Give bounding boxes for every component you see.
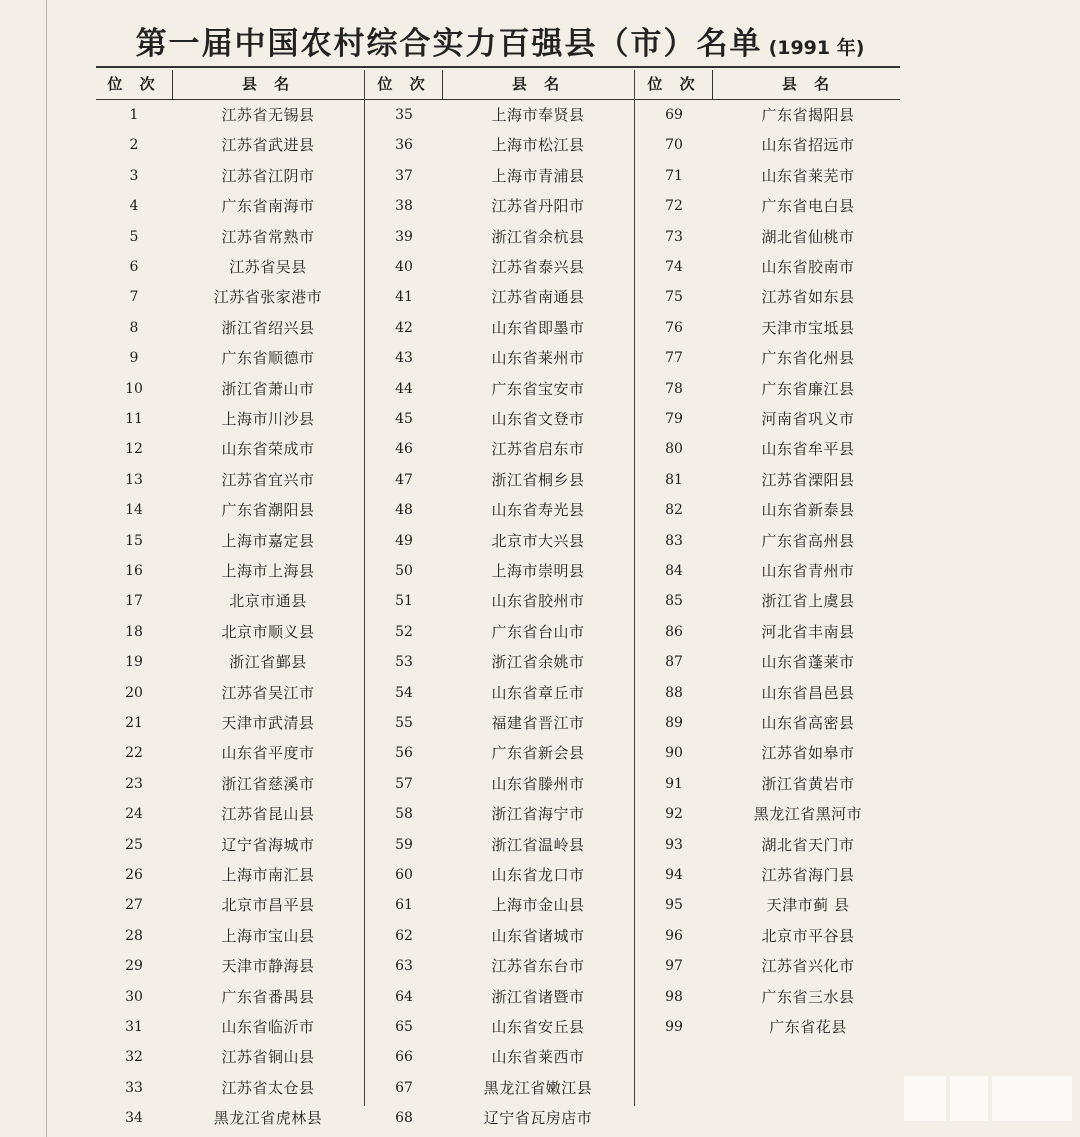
county-name-cell: 上海市金山县: [491, 896, 585, 915]
rank-cell: 74: [665, 259, 683, 275]
county-name-cell: 山东省诸城市: [491, 926, 585, 945]
rank-cell: 33: [125, 1079, 143, 1096]
county-name-cell: 浙江省诸暨市: [491, 987, 585, 1006]
county-name-cell: 河南省巩义市: [761, 410, 855, 428]
county-name-cell: 山东省滕州市: [491, 774, 585, 793]
county-name-cell: 江苏省太仓县: [221, 1078, 315, 1097]
county-name-cell: 山东省昌邑县: [761, 683, 855, 702]
county-name-cell: 山东省章丘市: [491, 683, 585, 702]
county-name-cell: 广东省台山市: [491, 622, 585, 641]
rank-cell: 84: [665, 563, 683, 579]
county-name-cell: 江苏省海门县: [761, 866, 855, 884]
county-name-cell: 上海市川沙县: [221, 410, 315, 428]
county-name-cell: 广东省廉江县: [761, 379, 855, 398]
county-name-cell: 上海市嘉定县: [221, 531, 315, 550]
rank-cell: 9: [129, 350, 139, 367]
rank-cell: 58: [395, 806, 413, 823]
rank-cell: 63: [395, 958, 413, 975]
rank-cell: 60: [395, 867, 413, 883]
rank-cell: 14: [125, 502, 143, 519]
scan-artifact-block: [950, 1076, 988, 1121]
county-name-cell: 江苏省无锡县: [221, 106, 315, 124]
rank-cell: 56: [395, 745, 413, 762]
rank-cell: 43: [395, 350, 413, 367]
rank-cell: 82: [665, 502, 683, 519]
rank-cell: 51: [395, 593, 413, 610]
county-name-cell: 北京市顺义县: [221, 622, 315, 641]
rank-cell: 68: [395, 1110, 413, 1127]
scan-artifact-block: [904, 1076, 946, 1121]
county-name-cell: 北京市大兴县: [491, 531, 585, 550]
rank-cell: 28: [125, 927, 143, 944]
rank-cell: 95: [665, 897, 683, 914]
rank-cell: 79: [665, 411, 683, 427]
rank-cell: 90: [665, 745, 683, 762]
county-name-cell: 江苏省吴江市: [221, 683, 315, 702]
rank-cell: 3: [129, 167, 139, 184]
county-name-cell: 天津市静海县: [221, 957, 315, 976]
header-rank: 位 次: [107, 75, 161, 93]
county-name-cell: 山东省莱西市: [491, 1048, 585, 1067]
county-name-cell: 江苏省启东市: [491, 440, 585, 459]
rank-cell: 15: [125, 532, 143, 549]
rank-cell: 76: [665, 319, 683, 336]
rank-cell: 30: [125, 988, 143, 1005]
rank-cell: 70: [665, 137, 683, 154]
rank-cell: 38: [395, 198, 413, 215]
rank-cell: 25: [125, 836, 143, 853]
county-name-cell: 浙江省上虞县: [761, 592, 855, 611]
county-name-cell: 浙江省鄞县: [229, 653, 307, 672]
county-name-cell: 河北省丰南县: [761, 622, 855, 641]
county-name-cell: 广东省顺德市: [221, 349, 315, 368]
rank-cell: 8: [129, 319, 139, 336]
county-name-cell: 江苏省吴县: [229, 258, 307, 276]
rank-cell: 48: [395, 502, 413, 519]
county-name-cell: 广东省花县: [769, 1018, 847, 1036]
rank-cell: 71: [665, 167, 683, 184]
rank-cell: 10: [125, 380, 143, 397]
table-top-rule: [96, 66, 900, 68]
rank-cell: 91: [665, 775, 683, 792]
rank-cell: 61: [395, 897, 413, 914]
rank-cell: 86: [665, 623, 683, 640]
county-name-cell: 浙江省黄岩市: [761, 774, 855, 793]
county-name-cell: 江苏省昆山县: [221, 805, 315, 824]
county-name-cell: 上海市宝山县: [221, 926, 315, 945]
rank-cell: 29: [125, 958, 143, 975]
rank-cell: 16: [125, 563, 143, 579]
county-name-cell: 广东省揭阳县: [761, 106, 855, 124]
rank-cell: 69: [665, 107, 683, 123]
county-name-cell: 天津市蓟 县: [766, 896, 850, 915]
county-name-cell: 湖北省天门市: [761, 835, 855, 854]
column-group-divider: [364, 70, 365, 1106]
county-name-cell: 江苏省如皋市: [761, 744, 855, 763]
rank-cell: 26: [125, 867, 143, 883]
county-name-cell: 广东省番禺县: [221, 987, 315, 1006]
county-name-cell: 山东省新泰县: [761, 501, 855, 520]
county-name-cell: 黑龙江省虎林县: [213, 1109, 323, 1128]
rank-cell: 85: [665, 593, 683, 610]
rank-cell: 65: [395, 1019, 413, 1035]
county-name-cell: 江苏省宜兴市: [221, 470, 315, 489]
county-name-cell: 福建省晋江市: [491, 714, 585, 732]
county-name-cell: 浙江省桐乡县: [491, 470, 585, 489]
rank-cell: 40: [395, 259, 413, 275]
county-name-cell: 上海市青浦县: [491, 166, 585, 185]
county-name-cell: 江苏省泰兴县: [491, 258, 585, 276]
rank-cell: 1: [129, 107, 139, 123]
county-name-cell: 山东省胶州市: [491, 592, 585, 611]
county-name-cell: 北京市昌平县: [221, 896, 315, 915]
county-name-cell: 山东省高密县: [761, 714, 855, 732]
rank-cell: 12: [125, 441, 143, 458]
county-name-cell: 山东省临沂市: [221, 1018, 315, 1036]
county-name-cell: 山东省莱州市: [491, 349, 585, 368]
county-name-cell: 上海市南汇县: [221, 866, 315, 884]
county-name-cell: 湖北省仙桃市: [761, 227, 855, 246]
rank-cell: 77: [665, 350, 683, 367]
rank-cell: 6: [129, 259, 139, 275]
county-name-cell: 山东省蓬莱市: [761, 653, 855, 672]
county-name-cell: 江苏省如东县: [761, 288, 855, 307]
rank-cell: 49: [395, 532, 413, 549]
county-name-cell: 山东省平度市: [221, 744, 315, 763]
county-name-cell: 浙江省余杭县: [491, 227, 585, 246]
title-year: (1991 年): [768, 37, 865, 59]
rank-cell: 23: [125, 775, 143, 792]
county-name-cell: 山东省招远市: [761, 136, 855, 155]
rank-cell: 18: [125, 623, 143, 640]
page-title: [0, 18, 1000, 63]
county-name-cell: 浙江省海宁市: [491, 805, 585, 824]
county-name-cell: 上海市奉贤县: [491, 106, 585, 124]
county-name-cell: 黑龙江省黑河市: [753, 805, 863, 824]
rank-cell: 46: [395, 441, 413, 458]
county-name-cell: 辽宁省瓦房店市: [483, 1109, 593, 1128]
ranking-table: [96, 66, 900, 1137]
county-name-cell: 山东省安丘县: [491, 1018, 585, 1036]
rank-cell: 88: [665, 684, 683, 701]
rank-cell: 32: [125, 1049, 143, 1066]
county-name-cell: 浙江省余姚市: [491, 653, 585, 672]
header-rank: 位 次: [377, 75, 431, 93]
county-name-cell: 天津市武清县: [221, 714, 315, 732]
header-county: 县 名: [511, 75, 566, 93]
title-text: 第一届中国农村综合实力百强县（市）名单: [135, 26, 763, 62]
rank-cell: 62: [395, 927, 413, 944]
rank-cell: 87: [665, 654, 683, 671]
county-name-cell: 广东省新会县: [491, 744, 585, 763]
county-name-cell: 江苏省常熟市: [221, 227, 315, 246]
county-name-cell: 江苏省东台市: [491, 957, 585, 976]
rank-cell: 80: [665, 441, 683, 458]
county-name-cell: 上海市崇明县: [491, 562, 585, 580]
county-name-cell: 广东省高州县: [761, 531, 855, 550]
page-edge-line: [46, 0, 47, 1137]
rank-cell: 47: [395, 471, 413, 488]
rank-cell: 66: [395, 1049, 413, 1066]
county-name-cell: 浙江省绍兴县: [221, 318, 315, 337]
header-rank: 位 次: [647, 75, 701, 93]
rank-cell: 73: [665, 228, 683, 245]
rank-cell: 13: [125, 471, 143, 488]
rank-cell: 99: [665, 1019, 683, 1035]
rank-cell: 94: [665, 867, 683, 883]
rank-cell: 54: [395, 684, 413, 701]
rank-cell: 93: [665, 836, 683, 853]
county-name-cell: 浙江省温岭县: [491, 835, 585, 854]
rank-cell: 5: [129, 228, 139, 245]
rank-cell: 97: [665, 958, 683, 975]
rank-cell: 67: [395, 1079, 413, 1096]
rank-cell: 7: [129, 289, 139, 306]
rank-cell: 11: [125, 411, 143, 427]
rank-cell: 81: [665, 471, 683, 488]
county-name-cell: 北京市平谷县: [761, 926, 855, 945]
scan-artifact-block: [992, 1076, 1072, 1121]
rank-cell: 50: [395, 563, 413, 579]
county-name-cell: 黑龙江省嫩江县: [483, 1078, 593, 1097]
rank-cell: 4: [129, 198, 139, 215]
rank-cell: 64: [395, 988, 413, 1005]
column-group-divider: [634, 70, 635, 1106]
county-name-cell: 广东省南海市: [221, 197, 315, 216]
rank-cell: 72: [665, 198, 683, 215]
county-name-cell: 辽宁省海城市: [221, 835, 315, 854]
county-name-cell: 江苏省武进县: [221, 136, 315, 155]
county-name-cell: 山东省莱芜市: [761, 166, 855, 185]
rank-cell: 35: [395, 107, 413, 123]
county-name-cell: 江苏省丹阳市: [491, 197, 585, 216]
rank-cell: 34: [125, 1110, 143, 1127]
county-name-cell: 江苏省兴化市: [761, 957, 855, 976]
rank-cell: 89: [665, 715, 683, 731]
rank-cell: 36: [395, 137, 413, 154]
rank-cell: 98: [665, 988, 683, 1005]
rank-cell: 2: [129, 137, 139, 154]
rank-cell: 44: [395, 380, 413, 397]
county-name-cell: 广东省宝安市: [491, 379, 585, 398]
county-name-cell: 北京市通县: [229, 592, 307, 611]
county-name-cell: 山东省青州市: [761, 562, 855, 580]
county-name-cell: 山东省龙口市: [491, 866, 585, 884]
rank-cell: 75: [665, 289, 683, 306]
county-name-cell: 天津市宝坻县: [761, 318, 855, 337]
county-name-cell: 江苏省溧阳县: [761, 470, 855, 489]
county-name-cell: 江苏省铜山县: [221, 1048, 315, 1067]
county-name-cell: 上海市上海县: [221, 562, 315, 580]
county-name-cell: 山东省文登市: [491, 410, 585, 428]
rank-cell: 22: [125, 745, 143, 762]
rank-cell: 31: [125, 1019, 143, 1035]
county-name-cell: 广东省电白县: [761, 197, 855, 216]
county-name-cell: 广东省化州县: [761, 349, 855, 368]
rank-cell: 78: [665, 380, 683, 397]
rank-cell: 41: [395, 289, 413, 306]
county-name-cell: 广东省潮阳县: [221, 501, 315, 520]
rank-cell: 59: [395, 836, 413, 853]
county-name-cell: 江苏省江阴市: [221, 166, 315, 185]
county-name-cell: 山东省荣成市: [221, 440, 315, 459]
county-name-cell: 山东省寿光县: [491, 501, 585, 520]
county-name-cell: 广东省三水县: [761, 987, 855, 1006]
rank-cell: 37: [395, 167, 413, 184]
county-name-cell: 浙江省慈溪市: [221, 774, 315, 793]
rank-cell: 24: [125, 806, 143, 823]
county-name-cell: 江苏省南通县: [491, 288, 585, 307]
rank-cell: 20: [125, 684, 143, 701]
rank-cell: 52: [395, 623, 413, 640]
county-name-cell: 山东省即墨市: [491, 318, 585, 337]
rank-cell: 53: [395, 654, 413, 671]
rank-cell: 83: [665, 532, 683, 549]
rank-cell: 39: [395, 228, 413, 245]
rank-cell: 21: [125, 715, 143, 731]
rank-cell: 92: [665, 806, 683, 823]
county-name-cell: 江苏省张家港市: [213, 288, 323, 307]
rank-cell: 17: [125, 593, 143, 610]
county-name-cell: 山东省牟平县: [761, 440, 855, 459]
rank-cell: 27: [125, 897, 143, 914]
county-name-cell: 浙江省萧山市: [221, 379, 315, 398]
rank-cell: 55: [395, 715, 413, 731]
header-county: 县 名: [241, 75, 296, 93]
rank-cell: 19: [125, 654, 143, 671]
county-name-cell: 上海市松江县: [491, 136, 585, 155]
county-name-cell: 山东省胶南市: [761, 258, 855, 276]
rank-cell: 42: [395, 319, 413, 336]
rank-cell: 57: [395, 775, 413, 792]
rank-cell: 45: [395, 411, 413, 427]
rank-cell: 96: [665, 927, 683, 944]
header-county: 县 名: [781, 75, 836, 93]
